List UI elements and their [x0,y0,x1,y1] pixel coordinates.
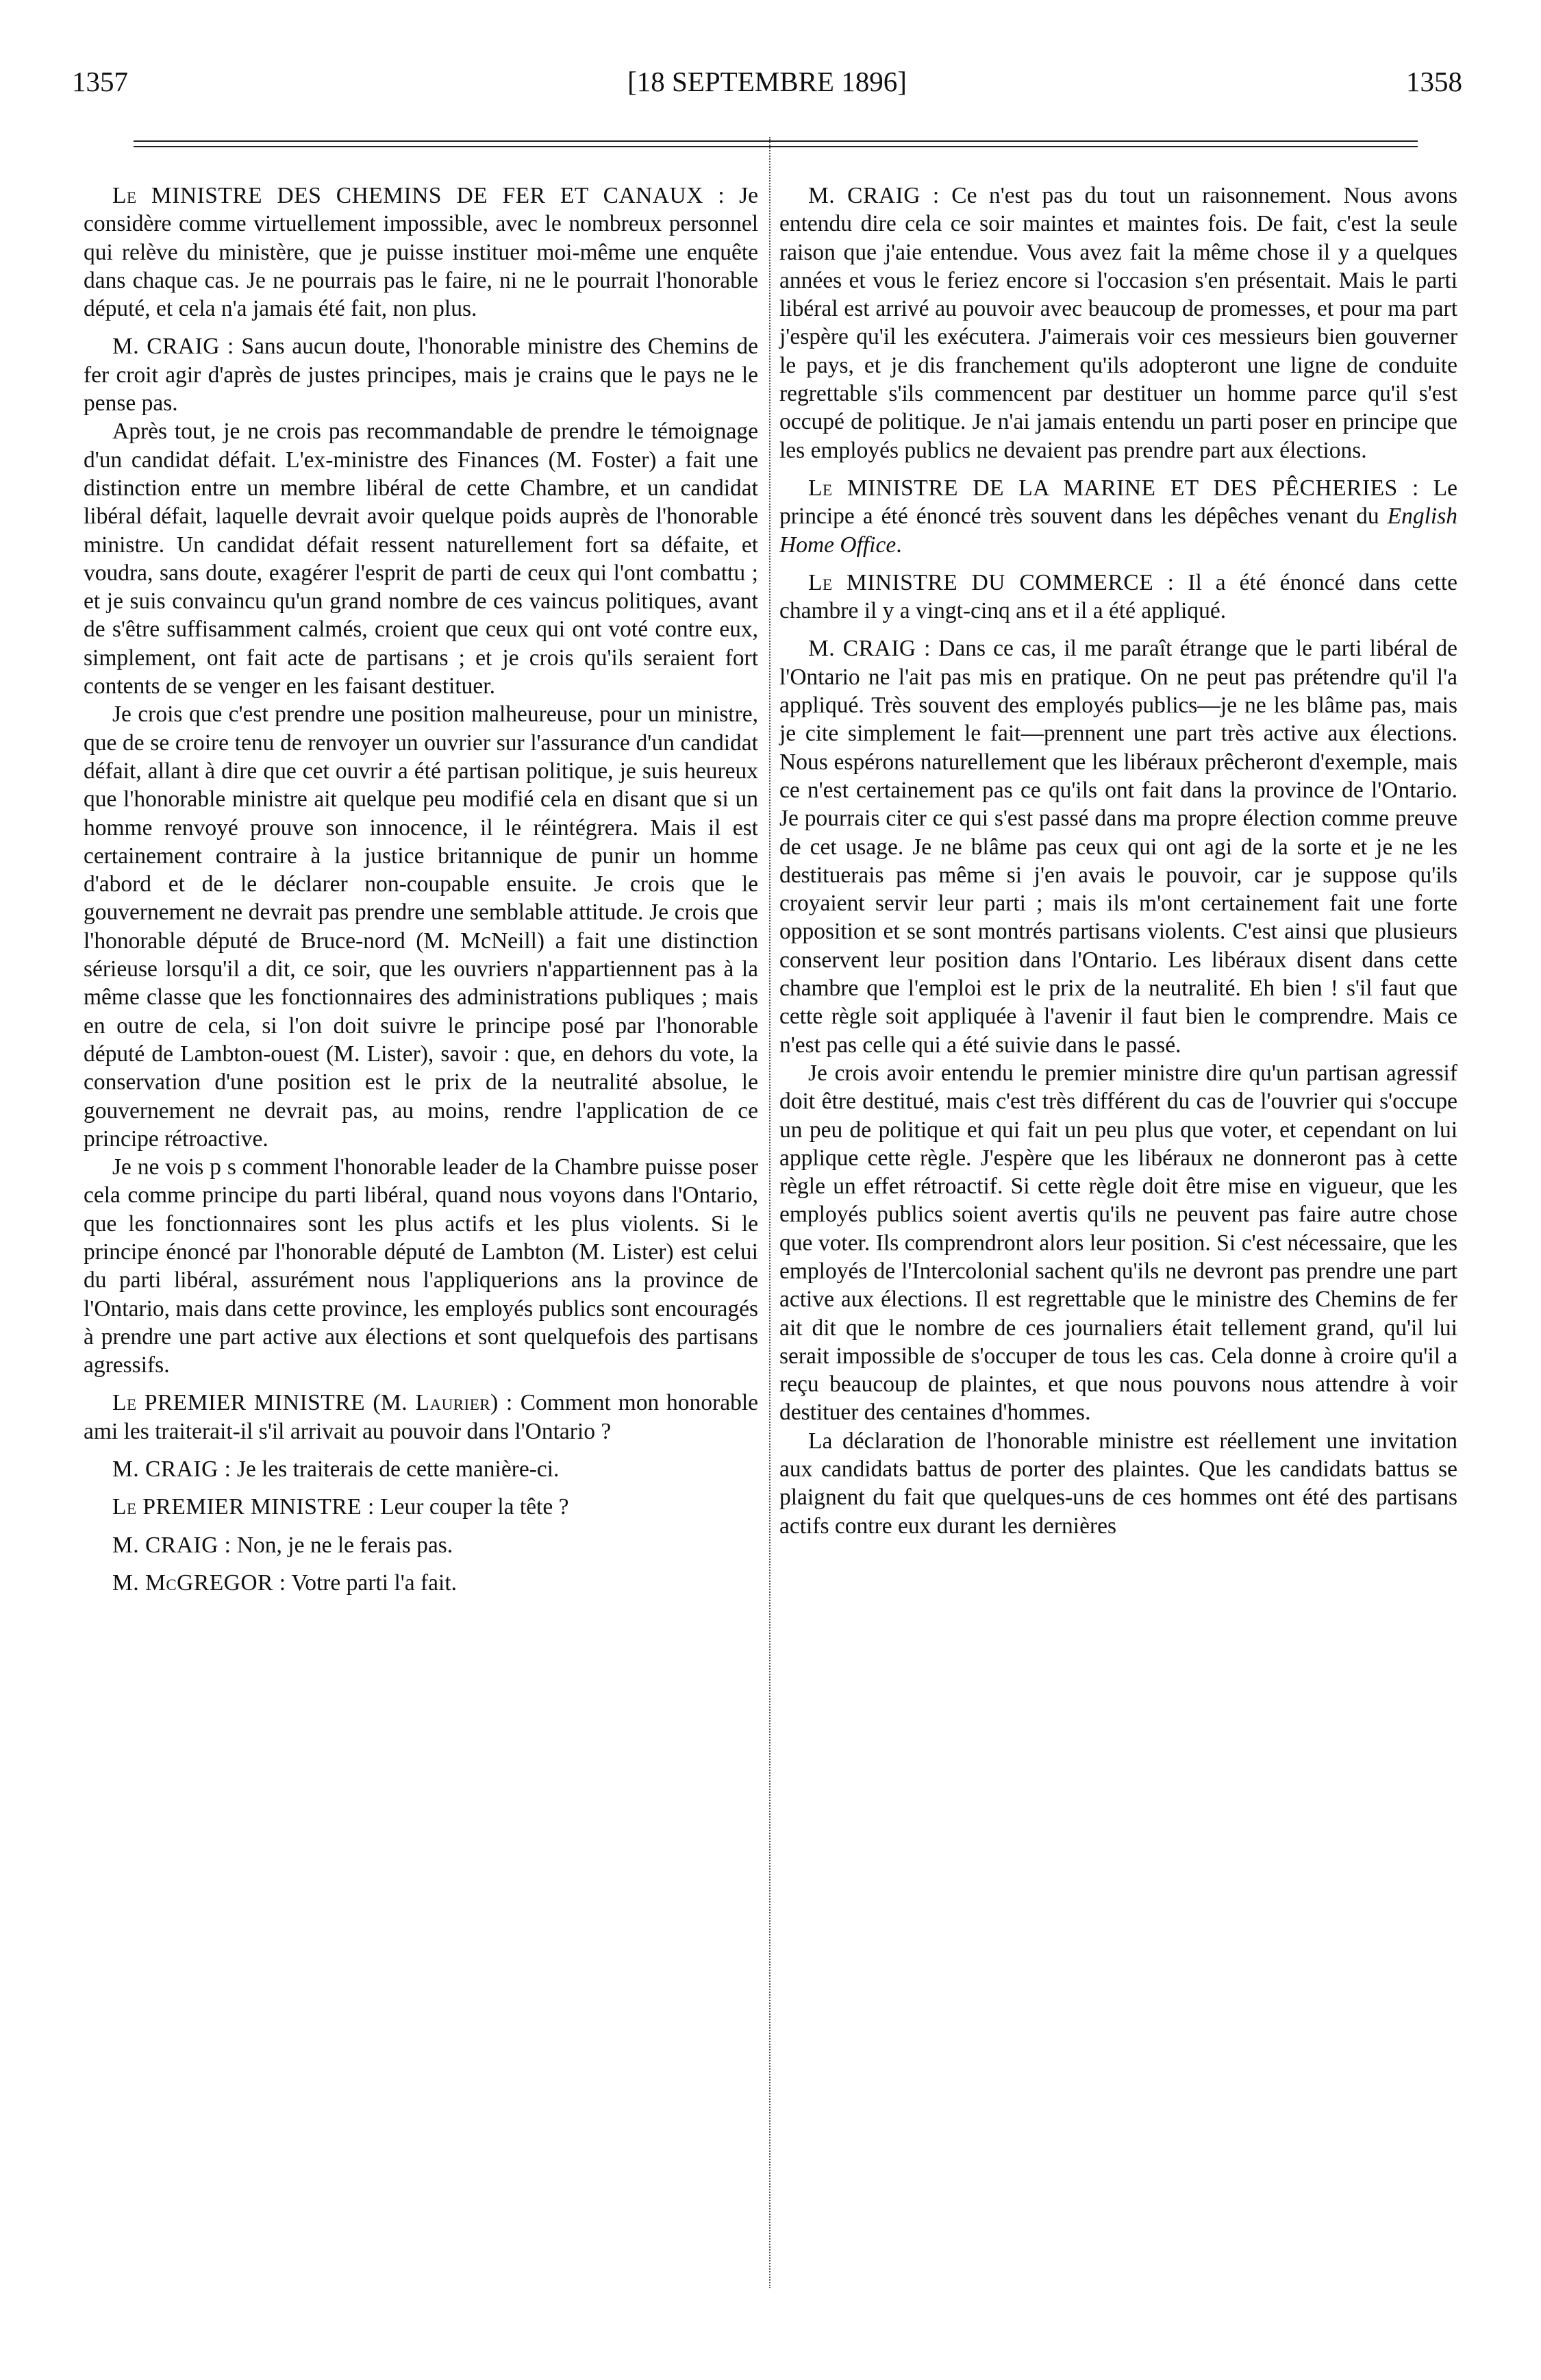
page-number-right: 1358 [1406,66,1462,97]
paragraph [84,1455,758,1483]
page-number-left: 1357 [72,66,128,97]
speech-text: . [896,532,902,558]
paragraph [779,474,1457,559]
speaker-name: Le MINISTRE DE LA MARINE ET DES PÊCHERIES : [808,475,1419,501]
column-divider [769,137,770,2288]
paragraph [84,417,758,700]
paragraph [84,182,758,323]
paragraph [84,1389,758,1446]
speech-text: Votre parti l'a fait. [286,1570,458,1596]
paragraph [84,1493,758,1521]
speaker-name: Le MINISTRE DU COMMERCE : [808,569,1175,595]
speaker-name: Le MINISTRE DES CHEMINS DE FER ET CANAUX : [112,183,725,208]
paragraph [779,634,1457,1058]
paragraph [84,1153,758,1379]
header-rule-double [134,146,1418,147]
speech-text: Je crois que c'est prendre une position malheureuse, pour un ministre, que de se croire tenu de renvoyer un ouvrier sur l'assurance d'un candidat défait, allant à dire que cet ouvrir a été partisan politique, je suis heureux que l'honorable ministre ait quelque peu modifié cela en disant que si un homme renvoyé prouve son innocence, il le réintégrera. Mais il est certainement contraire à la justice britannique de punir un homme d'abord et de le déclarer non-coupable ensuite. Je crois que le gouvernement ne devrait pas prendre une semblable attitude. Je crois que l'honorable député de Bruce-nord (M. McNeill) a fait une distinction sérieuse lorsqu'il a dit, ce soir, que les ouvriers n'appartiennent pas à la même classe que les fonctionnaires des administrations publiques ; mais en outre de cela, si l'on doit suivre le principe posé par l'honorable député de Lambton-ouest (M. Lister), savoir : que, en dehors du vote, la conservation d'une position est le prix de la neutralité absolue, le gouvernement ne devrait pas, au moins, rendre l'application de ce principe rétroactive. [84,702,758,1152]
speaker-name: Le PREMIER MINISTRE (M. Laurier) : [112,1390,513,1416]
italic-text: English Home Office [779,504,1457,558]
speaker-name: M. CRAIG : [112,334,234,360]
speech-text: Je les traiterais de cette manière-ci. [231,1456,560,1483]
left-column [84,182,758,1597]
speaker-name: M. CRAIG : [112,1456,231,1483]
paragraph [84,1531,758,1559]
speech-text: La déclaration de l'honorable ministre est réellement une invitation aux candidats battus de porter des plaintes. Que les candidats battus se plaignent du fait que quelques-uns de ces hommes ont été des partisans actifs contre eux durant les dernières [779,1428,1457,1539]
paragraph [779,1427,1457,1540]
speech-text: Dans ce cas, il me paraît étrange que le parti libéral de l'Ontario ne l'ait pas mis en pratique. On ne peut pas prétendre qu'il l'a appliqué. Très souvent des employés publics—je ne les blâme pas, mais je cite simplement le fait—prennent une part très active aux élections. Nous espérons naturellement que les libéraux prêcheront d'exemple, mais ce n'est certainement pas ce qu'ils ont fait dans la province de l'Ontario. Je pourrais citer ce qui s'est passé dans ma propre élection comme preuve de cet usage. Je ne blâme pas ceux qui ont agi de la sorte et je ne les destituerais pas même si j'en avais le pouvoir, car je suppose qu'ils croyaient servir leur parti ; mais ils m'ont certainement fait une forte opposition et se sont montrés partisans violents. C'est ainsi que plusieurs conservent leur position dans l'Ontario. Les libéraux disent dans cette chambre que l'emploi est le prix de la neutralité. Eh bien ! s'il faut que cette règle soit appliquée à l'avenir il faut bien le comprendre. Mais ce n'est pas celle qui a été suivie dans le passé. [779,636,1457,1058]
header-rule [134,140,1418,142]
speech-text: Sans aucun doute, l'honorable ministre des Chemins de fer croit agir d'après de justes principes, mais je crains que le pays ne le pense pas. [84,334,758,417]
right-column [779,182,1457,1540]
speaker-name: Le PREMIER MINISTRE : [112,1494,375,1520]
speaker-name: M. McGREGOR : [112,1570,286,1596]
paragraph [779,182,1457,464]
speech-text: Ce n'est pas du tout un raisonnement. Nous avons entendu dire cela ce soir maintes et maintes fois. De fait, c'est la seule raison que j'aie entendue. Vous avez fait la même chose il y a quelques années et vous le feriez encore si l'occasion s'en présentait. Mais le parti libéral est arrivé au pouvoir avec beaucoup de promesses, et pour ma part j'espère qu'il les exécutera. J'aimerais voir ces messieurs bien gouverner le pays, et je dis franchement qu'ils adopteront une ligne de conduite regrettable s'ils commencent par destituer un homme parce qu'il s'est occupé de politique. Je n'ai jamais entendu un parti poser en principe que les employés publics ne devaient pas prendre part aux élections. [779,183,1457,463]
speech-text: Leur couper la tête ? [374,1494,569,1520]
speech-text: Comment mon honorable ami les traiterait-il s'il arrivait au pouvoir dans l'Ontario ? [84,1390,758,1444]
paragraph [84,1569,758,1597]
speech-text: Non, je ne le ferais pas. [231,1532,453,1558]
speech-text: Après tout, je ne crois pas recommandable de prendre le témoignage d'un candidat défait. L'ex-ministre des Finances (M. Foster) a fait une distinction entre un membre libéral de cette Chambre, et un candidat libéral défait, laquelle devrait avoir quelque poids auprès de l'honorable ministre. Un candidat défait ressent naturellement fort sa défaite, et voudra, sans doute, exagérer l'esprit de parti de ceux qui l'ont combattu ; et je suis convaincu qu'un grand nombre de ces vaincus politiques, avant de s'être suffisamment calmés, croient que ceux qui ont voté contre eux, simplement, ont fait acte de partisans ; et je crois qu'ils seraient fort contents de se venger en les faisant destituer. [84,419,758,699]
speech-text: Je ne vois p s comment l'honorable leader de la Chambre puisse poser cela comme principe du parti libéral, quand nous voyons dans l'Ontario, que les fonctionnaires sont les plus actifs et les plus violents. Si le principe énoncé par l'honorable député de Lambton (M. Lister) est celui du parti libéral, assurément nous l'appliquerions ans la province de l'Ontario, mais dans cette province, les employés publics sont encouragés à prendre une part active aux élections et sont quelquefois des partisans agressifs. [84,1154,758,1378]
paragraph [84,700,758,1153]
speech-text: Je crois avoir entendu le premier ministre dire qu'un partisan agressif doit être destitué, mais c'est très différent du cas de l'ouvrier qui s'occupe un peu de politique et qui fait un peu plus que voter, et cependant on lui applique cette règle. J'espère que les libéraux ne donneront pas à cette règle un effet rétroactif. Si cette règle doit être mise en vigueur, que les employés publics soient avertis qu'ils ne peuvent pas faire autre chose que voter. Ils comprendront alors leur position. Si c'est nécessaire, que les employés de l'Intercolonial sachent qu'ils ne devront pas prendre une part active aux élections. Il est regrettable que le ministre des Chemins de fer ait dit que le nombre de ces journaliers était tellement grand, qu'il lui serait impossible de s'occuper de tous les cas. Cela donne à croire qu'il a reçu beaucoup de plaintes, et que nous pouvons nous attendre à voir destituer des centaines d'hommes. [779,1060,1457,1426]
speech-text: Il a été énoncé dans cette chambre il y a vingt-cinq ans et il a été appliqué. [779,569,1457,624]
page-date-title: [18 SEPTEMBRE 1896] [627,66,907,97]
page-header [72,65,1462,106]
paragraph [779,569,1457,625]
paragraph [84,332,758,417]
paragraph [779,1059,1457,1427]
speech-text: Le principe a été énoncé très souvent dans les dépêches venant du [779,475,1457,530]
speaker-name: M. CRAIG : [808,183,940,208]
speaker-name: M. CRAIG : [808,636,931,662]
speech-text: Je considère comme virtuellement impossible, avec le nombreux personnel qui relève du ministère, que je puisse instituer moi-même une enquête dans chaque cas. Je ne pourrais pas le faire, ni ne le pourrait l'honorable député, et cela n'a jamais été fait, non plus. [84,183,758,322]
speaker-name: M. CRAIG : [112,1532,231,1558]
